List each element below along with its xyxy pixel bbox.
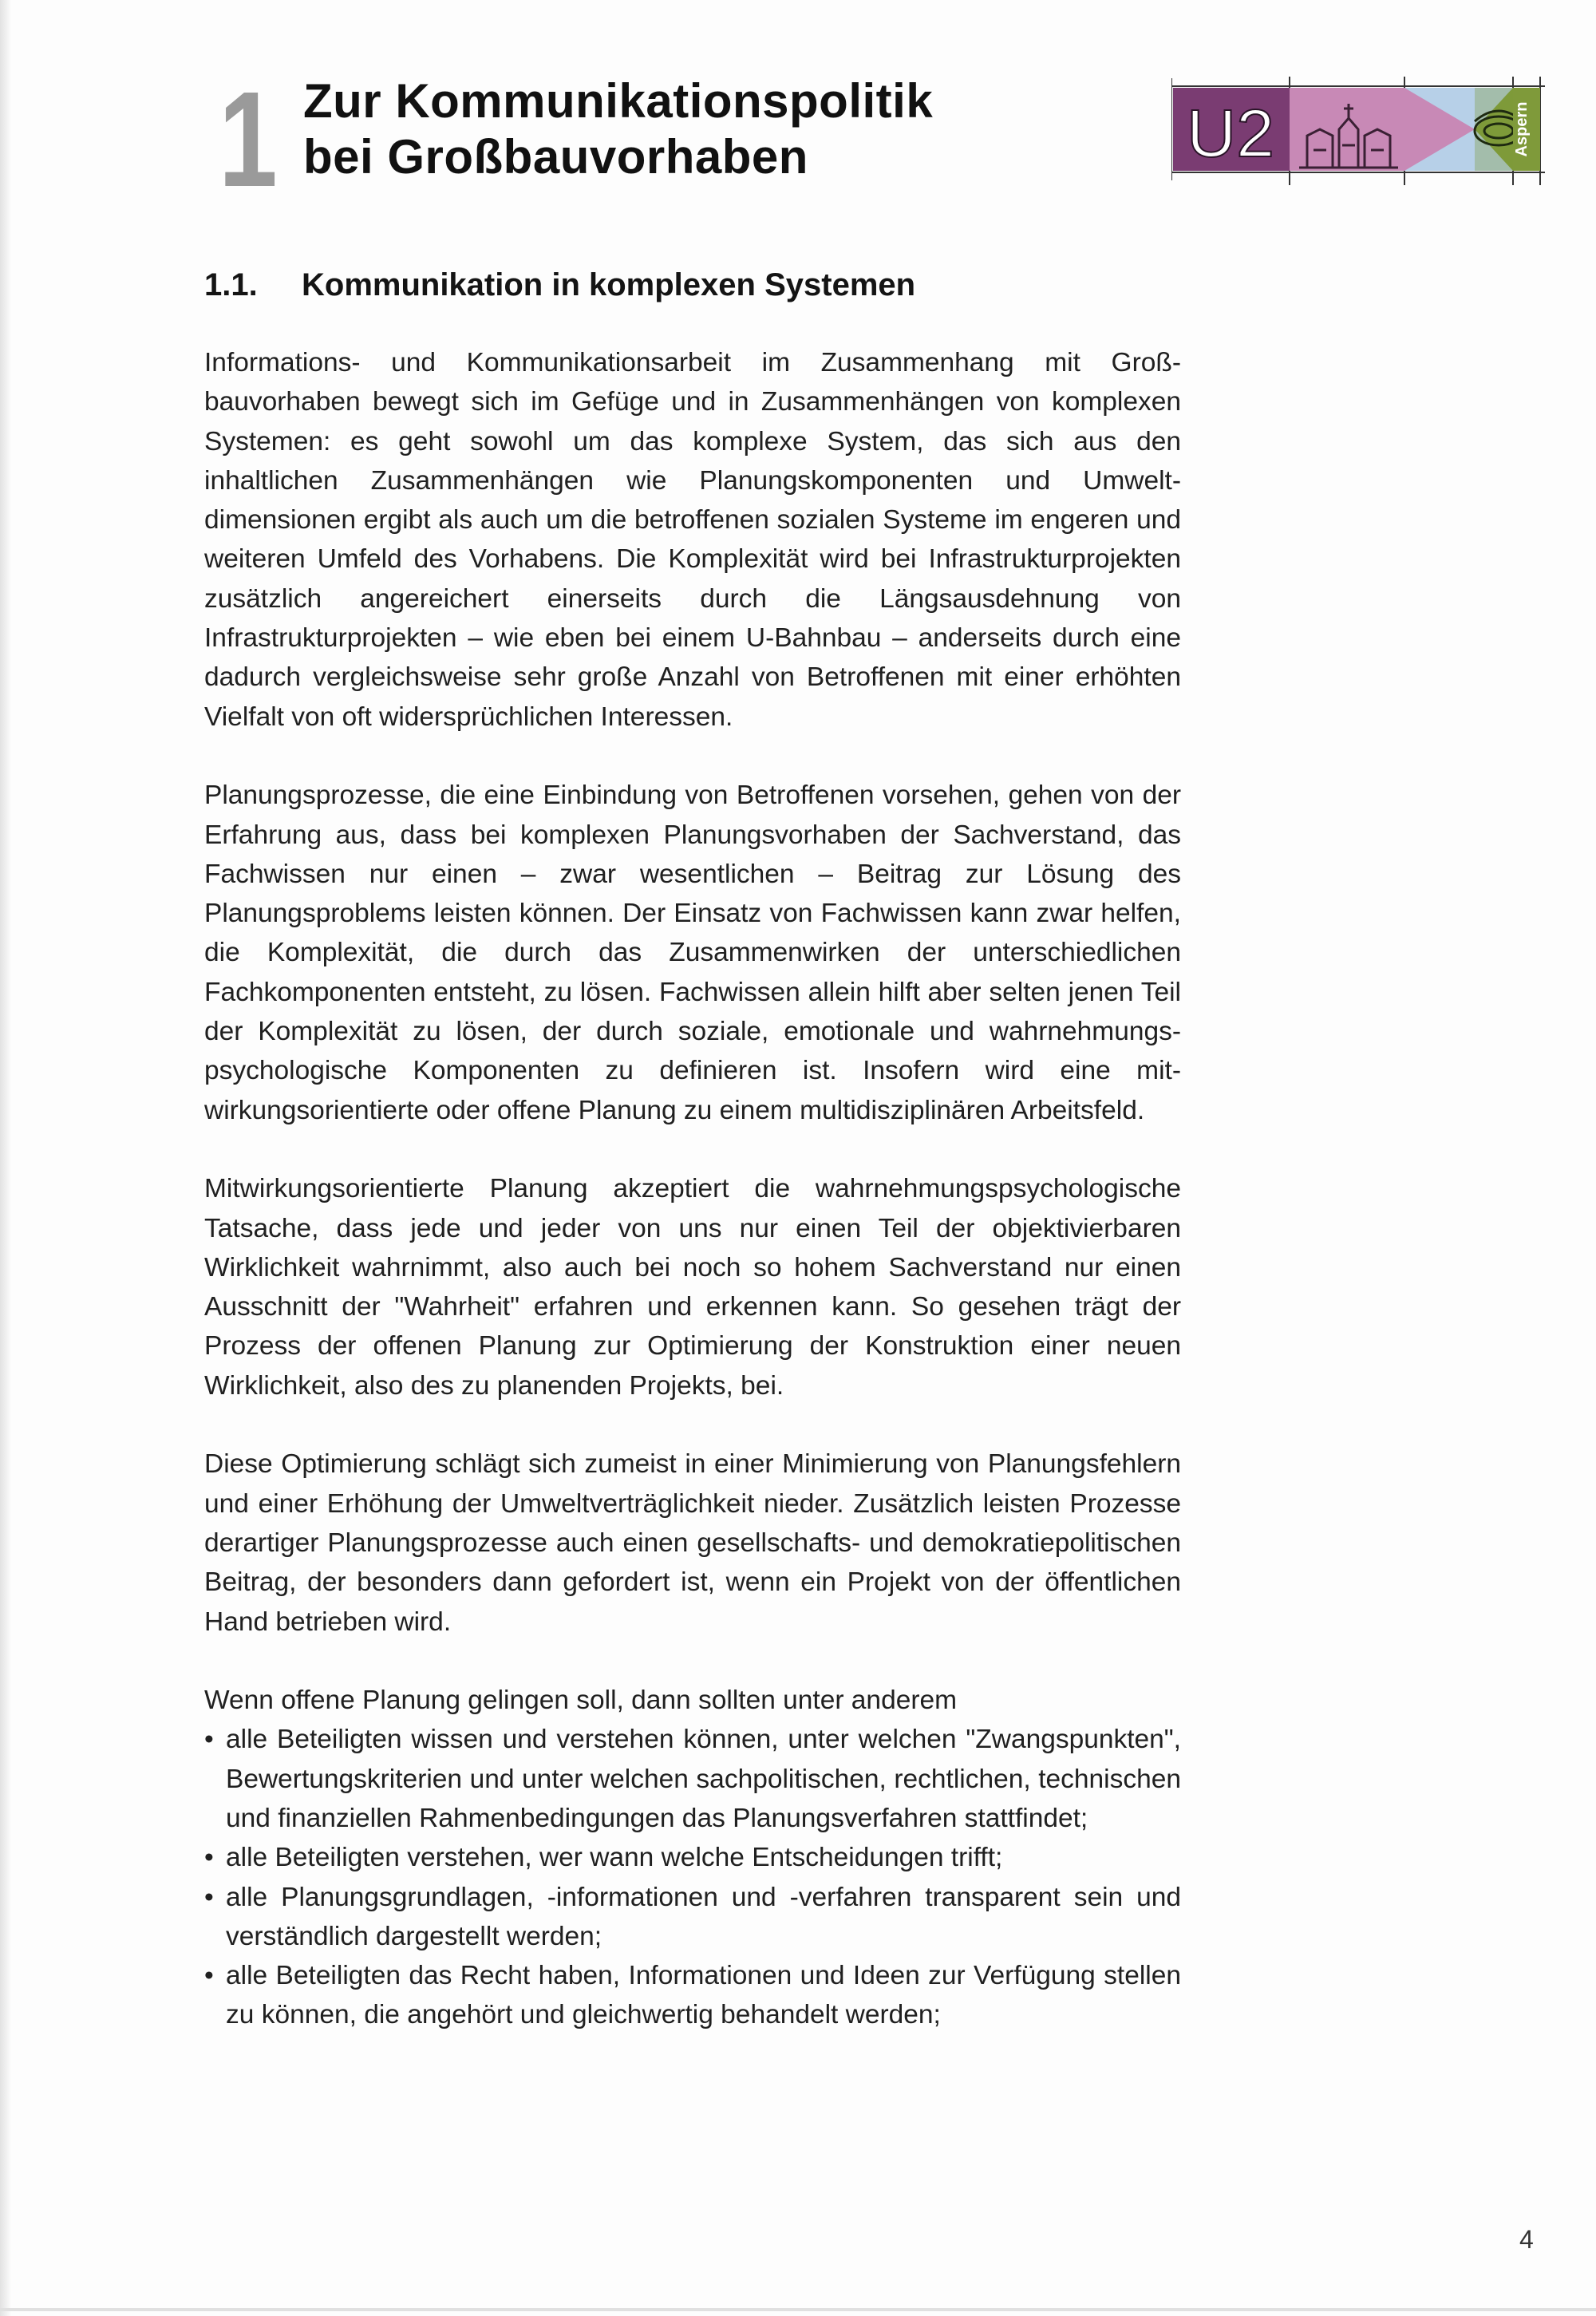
section-heading <box>204 265 915 305</box>
logo-line-label: U2 <box>1187 96 1274 171</box>
list-item: • alle Planungsgrundlagen, -informationen und -verfahren transparent sein und verständlich dargestellt werden; <box>204 1878 1181 1957</box>
requirements-list <box>204 1720 1181 2034</box>
list-intro: Wenn offene Planung gelingen soll, dann sollten unter anderem <box>204 1686 958 1716</box>
section-number: 1.1. <box>204 267 258 302</box>
paragraph: Planungsprozesse, die eine Einbindung von Betroffenen vorsehen, gehen von der Erfahrung aus, dass bei komplexen Planungsvorhaben der Sachverstand, das Fachwissen nur einen – zwar wesentlichen – Beitrag zur Lösung des Planungsproblems leisten können. Der Einsatz von Fachwissen kann zwar helfen, die Komplexität, die durch das Zusammenwirken der unterschiedlichen Fachkomponenten entsteht, zu lösen. Fachwissen allein hilft aber selten jenen Teil der Komplexität zu lösen, der durch soziale, emotionale und wahrnehmungs-psychologische Komponenten zu definieren ist. Insofern wird eine mitwirkungsorientierte oder offene Planung zu einem multidisziplinären Arbeitsfeld. <box>204 781 1181 1125</box>
list-item: • alle Beteiligten das Recht haben, Informationen und Ideen zur Verfügung stellen zu können, die angehört und gleichwertig behandelt werden; <box>204 1956 1181 2035</box>
page-edge-shadow <box>0 0 11 2316</box>
chapter-number: 1 <box>219 64 275 215</box>
paragraph: Informations- und Kommunikationsarbeit im Zusammenhang mit Großbauvorhaben bewegt sich im Gefüge und in Zusammenhängen von komplexen Systemen: es geht sowohl um das komplexe System, das sich aus den inhaltlichen Zusammenhängen wie Planungskomponenten und Umweltdimensionen ergibt als auch um die betroffenen sozialen Systeme im engeren und weiteren Umfeld des Vorhabens. Die Komplexität wird bei Infrastrukturprojekten zusätzlich angereichert einerseits durch die Längsausdehnung von Infrastrukturprojekten – wie eben bei einem U-Bahnbau – anderseits durch eine dadurch vergleichsweise sehr große Anzahl von Betroffenen mit einer erhöhten Vielfalt von oft widersprüchlichen Interessen. <box>204 348 1181 732</box>
page-bottom-edge <box>0 2308 1596 2311</box>
page-number: 4 <box>1519 2225 1534 2254</box>
paragraph: Mitwirkungsorientierte Planung akzeptiert die wahrnehmungspsychologische Tatsache, dass jede und jeder von uns nur einen Teil der objektivierbaren Wirklichkeit wahrnimmt, also auch bei noch so hohem Sachverstand nur einen Ausschnitt der "Wahrheit" erfahren und erkennen kann. So gesehen trägt der Prozess der offenen Planung zur Optimierung der Konstruktion einer neuen Wirklichkeit, also des zu planenden Projekts, bei. <box>204 1174 1181 1401</box>
list-item: • alle Beteiligten verstehen, wer wann welche Entscheidungen trifft; <box>204 1838 1181 1877</box>
paragraph: Diese Optimierung schlägt sich zumeist in einer Minimierung von Planungsfehlern und einer Erhöhung der Umweltverträglichkeit nieder. Zusätzlich leisten Prozesse derartiger Planungsprozesse auch einen gesellschafts- und demokratiepolitischen Beitrag, der besonders dann gefordert ist, wenn ein Projekt von der öffentlichen Hand betrieben wird. <box>204 1449 1181 1637</box>
chapter-title <box>303 73 933 185</box>
list-item: • alle Beteiligten wissen und verstehen können, unter welchen "Zwangspunkten", Bewertungskriterien und unter welchen sachpolitischen, rechtlichen, technischen und finanziellen Rahmenbedingungen das Planungsverfahren stattfindet; <box>204 1720 1181 1838</box>
section-title: Kommunikation in komplexen Systemen <box>302 267 916 302</box>
logo-station-label: Aspern <box>1513 101 1531 157</box>
u2-line-logo <box>1171 73 1545 190</box>
chapter-title-line-2: bei Großbauvorhaben <box>303 130 808 184</box>
chapter-title-line-1: Zur Kommunikationspolitik <box>303 74 934 128</box>
body-text <box>204 343 1181 2035</box>
